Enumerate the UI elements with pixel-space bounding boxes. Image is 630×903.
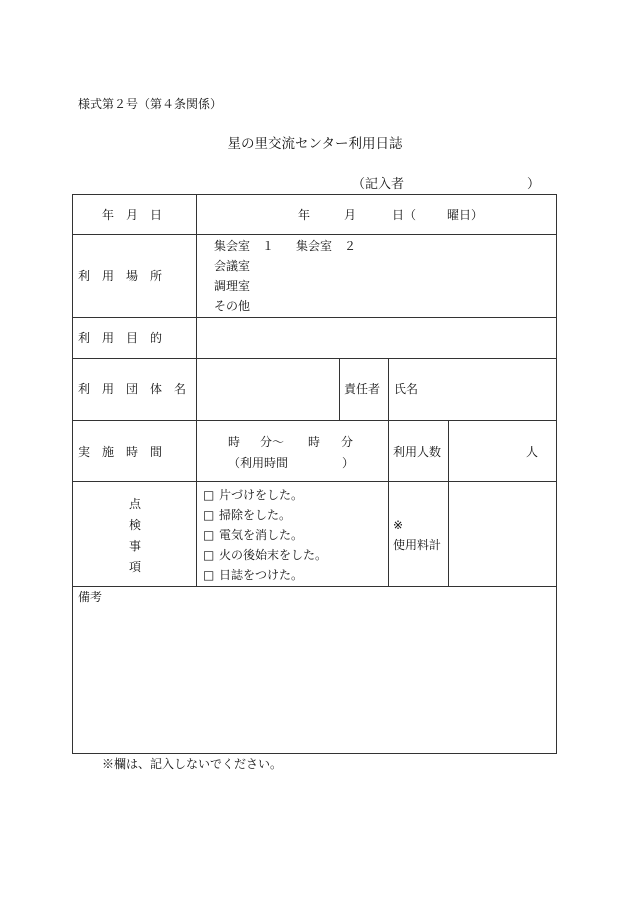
check-item-log-entry[interactable] bbox=[203, 569, 303, 581]
date-year[interactable]: 年 bbox=[298, 208, 311, 222]
time-end-minute[interactable]: 分 bbox=[341, 435, 354, 449]
inspection-label-char-3: 事 bbox=[129, 539, 142, 553]
checkbox[interactable]: □ bbox=[203, 548, 215, 562]
form-border-left bbox=[72, 194, 73, 754]
usage-time-label: （利用時間 bbox=[228, 456, 289, 470]
check-item-label: 火の後始末をした。 bbox=[219, 548, 328, 562]
row-divider-group bbox=[72, 420, 557, 421]
date-weekday[interactable]: 曜日） bbox=[447, 208, 484, 222]
row-divider-date bbox=[72, 234, 557, 235]
form-border-right bbox=[556, 194, 557, 754]
count-value-divider bbox=[448, 420, 449, 586]
time-start-hour[interactable]: 時 bbox=[228, 435, 241, 449]
recorder-close-paren: ） bbox=[526, 177, 540, 192]
time-start-minute[interactable]: 分〜 bbox=[260, 435, 285, 449]
group-name-label: 利 用 団 体 名 bbox=[78, 382, 187, 396]
recorder-label: （記入者 bbox=[352, 177, 405, 192]
fee-note-mark: ※ bbox=[393, 518, 404, 532]
place-label: 利 用 場 所 bbox=[78, 269, 163, 283]
check-item-label: 片づけをした。 bbox=[219, 488, 304, 502]
checkbox[interactable]: □ bbox=[203, 528, 215, 542]
date-day[interactable]: 日（ bbox=[392, 208, 417, 222]
date-label: 年 月 日 bbox=[102, 208, 163, 222]
form-border-top bbox=[72, 194, 557, 195]
count-column-divider bbox=[388, 420, 389, 586]
place-option-conference-room[interactable]: 会議室 bbox=[214, 259, 251, 273]
participant-count-unit: 人 bbox=[526, 445, 539, 459]
checkbox[interactable]: □ bbox=[203, 508, 215, 522]
check-item-lights-off[interactable] bbox=[203, 529, 303, 541]
responsible-label: 責任者 bbox=[344, 382, 381, 396]
remarks-label: 備考 bbox=[78, 590, 103, 604]
group-column-divider bbox=[339, 358, 340, 420]
date-month[interactable]: 月 bbox=[344, 208, 357, 222]
row-divider-place bbox=[72, 317, 557, 318]
footnote: ※欄は、記入しないでください。 bbox=[102, 757, 283, 771]
inspection-label-char-2: 検 bbox=[129, 518, 142, 532]
inspection-label-char-4: 項 bbox=[129, 560, 142, 574]
checkbox[interactable]: □ bbox=[203, 488, 215, 502]
form-number: 様式第２号（第４条関係） bbox=[78, 97, 223, 111]
time-label: 実 施 時 間 bbox=[78, 445, 163, 459]
check-item-cleaning[interactable] bbox=[203, 509, 291, 521]
inspection-label-char-1: 点 bbox=[129, 497, 142, 511]
time-end-hour[interactable]: 時 bbox=[308, 435, 321, 449]
label-column-divider bbox=[196, 194, 197, 586]
responsible-column-divider bbox=[388, 358, 389, 420]
usage-fee-label: 使用料計 bbox=[393, 538, 442, 552]
page-title: 星の里交流センター利用日誌 bbox=[227, 136, 403, 152]
check-item-label: 電気を消した。 bbox=[219, 528, 304, 542]
responsible-name-label: 氏名 bbox=[394, 382, 419, 396]
check-item-label: 日誌をつけた。 bbox=[219, 568, 304, 582]
usage-time-close: ） bbox=[342, 456, 355, 470]
place-option-other[interactable]: その他 bbox=[214, 299, 251, 313]
check-item-label: 掃除をした。 bbox=[219, 508, 292, 522]
purpose-label: 利 用 目 的 bbox=[78, 331, 163, 345]
check-item-fire-safety[interactable] bbox=[203, 549, 327, 561]
form-border-bottom bbox=[72, 753, 557, 754]
place-option-cooking-room[interactable]: 調理室 bbox=[214, 279, 251, 293]
row-divider-purpose bbox=[72, 358, 557, 359]
participant-count-label: 利用人数 bbox=[393, 445, 442, 459]
row-divider-inspection bbox=[72, 586, 557, 587]
place-option-meeting-room-1[interactable]: 集会室 １ bbox=[214, 239, 275, 253]
usage-log-form bbox=[72, 194, 557, 754]
row-divider-time bbox=[72, 481, 557, 482]
place-option-meeting-room-2[interactable]: 集会室 ２ bbox=[296, 239, 357, 253]
check-item-cleanup[interactable] bbox=[203, 489, 303, 501]
checkbox[interactable]: □ bbox=[203, 568, 215, 582]
